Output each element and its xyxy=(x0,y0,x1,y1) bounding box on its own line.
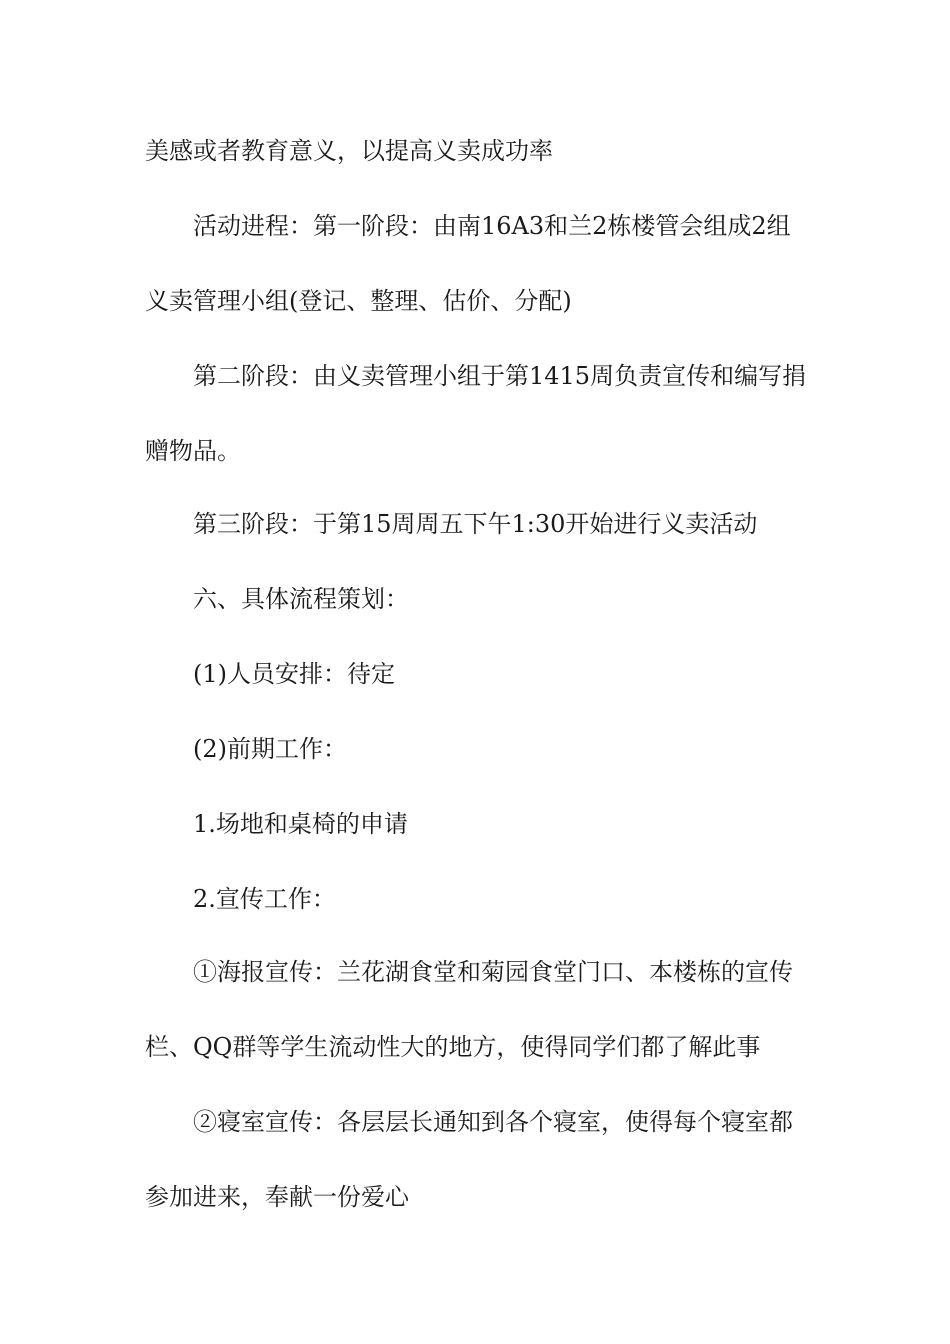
text-line-8: (1)人员安排：待定 xyxy=(193,660,395,688)
text-line-10: 1.场地和桌椅的申请 xyxy=(193,810,408,838)
section-heading: 六、具体流程策划： xyxy=(193,585,409,613)
text-line-14: ②寝室宣传：各层层长通知到各个寝室，使得每个寝室都 xyxy=(193,1108,793,1136)
text-line-2: 活动进程：第一阶段：由南16A3和兰2栋楼管会组成2组 xyxy=(193,212,791,240)
text-line-6: 第三阶段：于第15周周五下午1:30开始进行义卖活动 xyxy=(193,510,758,538)
text-line-4: 第二阶段：由义卖管理小组于第1415周负责宣传和编写捐 xyxy=(193,362,807,390)
text-line-1: 美感或者教育意义，以提高义卖成功率 xyxy=(145,137,553,165)
text-line-9: (2)前期工作： xyxy=(193,735,347,763)
text-line-5: 赠物品。 xyxy=(145,437,241,465)
text-line-15: 参加进来，奉献一份爱心 xyxy=(145,1183,409,1211)
text-line-12: ①海报宣传：兰花湖食堂和菊园食堂门口、本楼栋的宣传 xyxy=(193,958,793,986)
text-line-3: 义卖管理小组(登记、整理、估价、分配) xyxy=(145,287,572,315)
text-line-11: 2.宣传工作： xyxy=(193,885,336,913)
text-line-13: 栏、QQ群等学生流动性大的地方，使得同学们都了解此事 xyxy=(145,1033,761,1061)
